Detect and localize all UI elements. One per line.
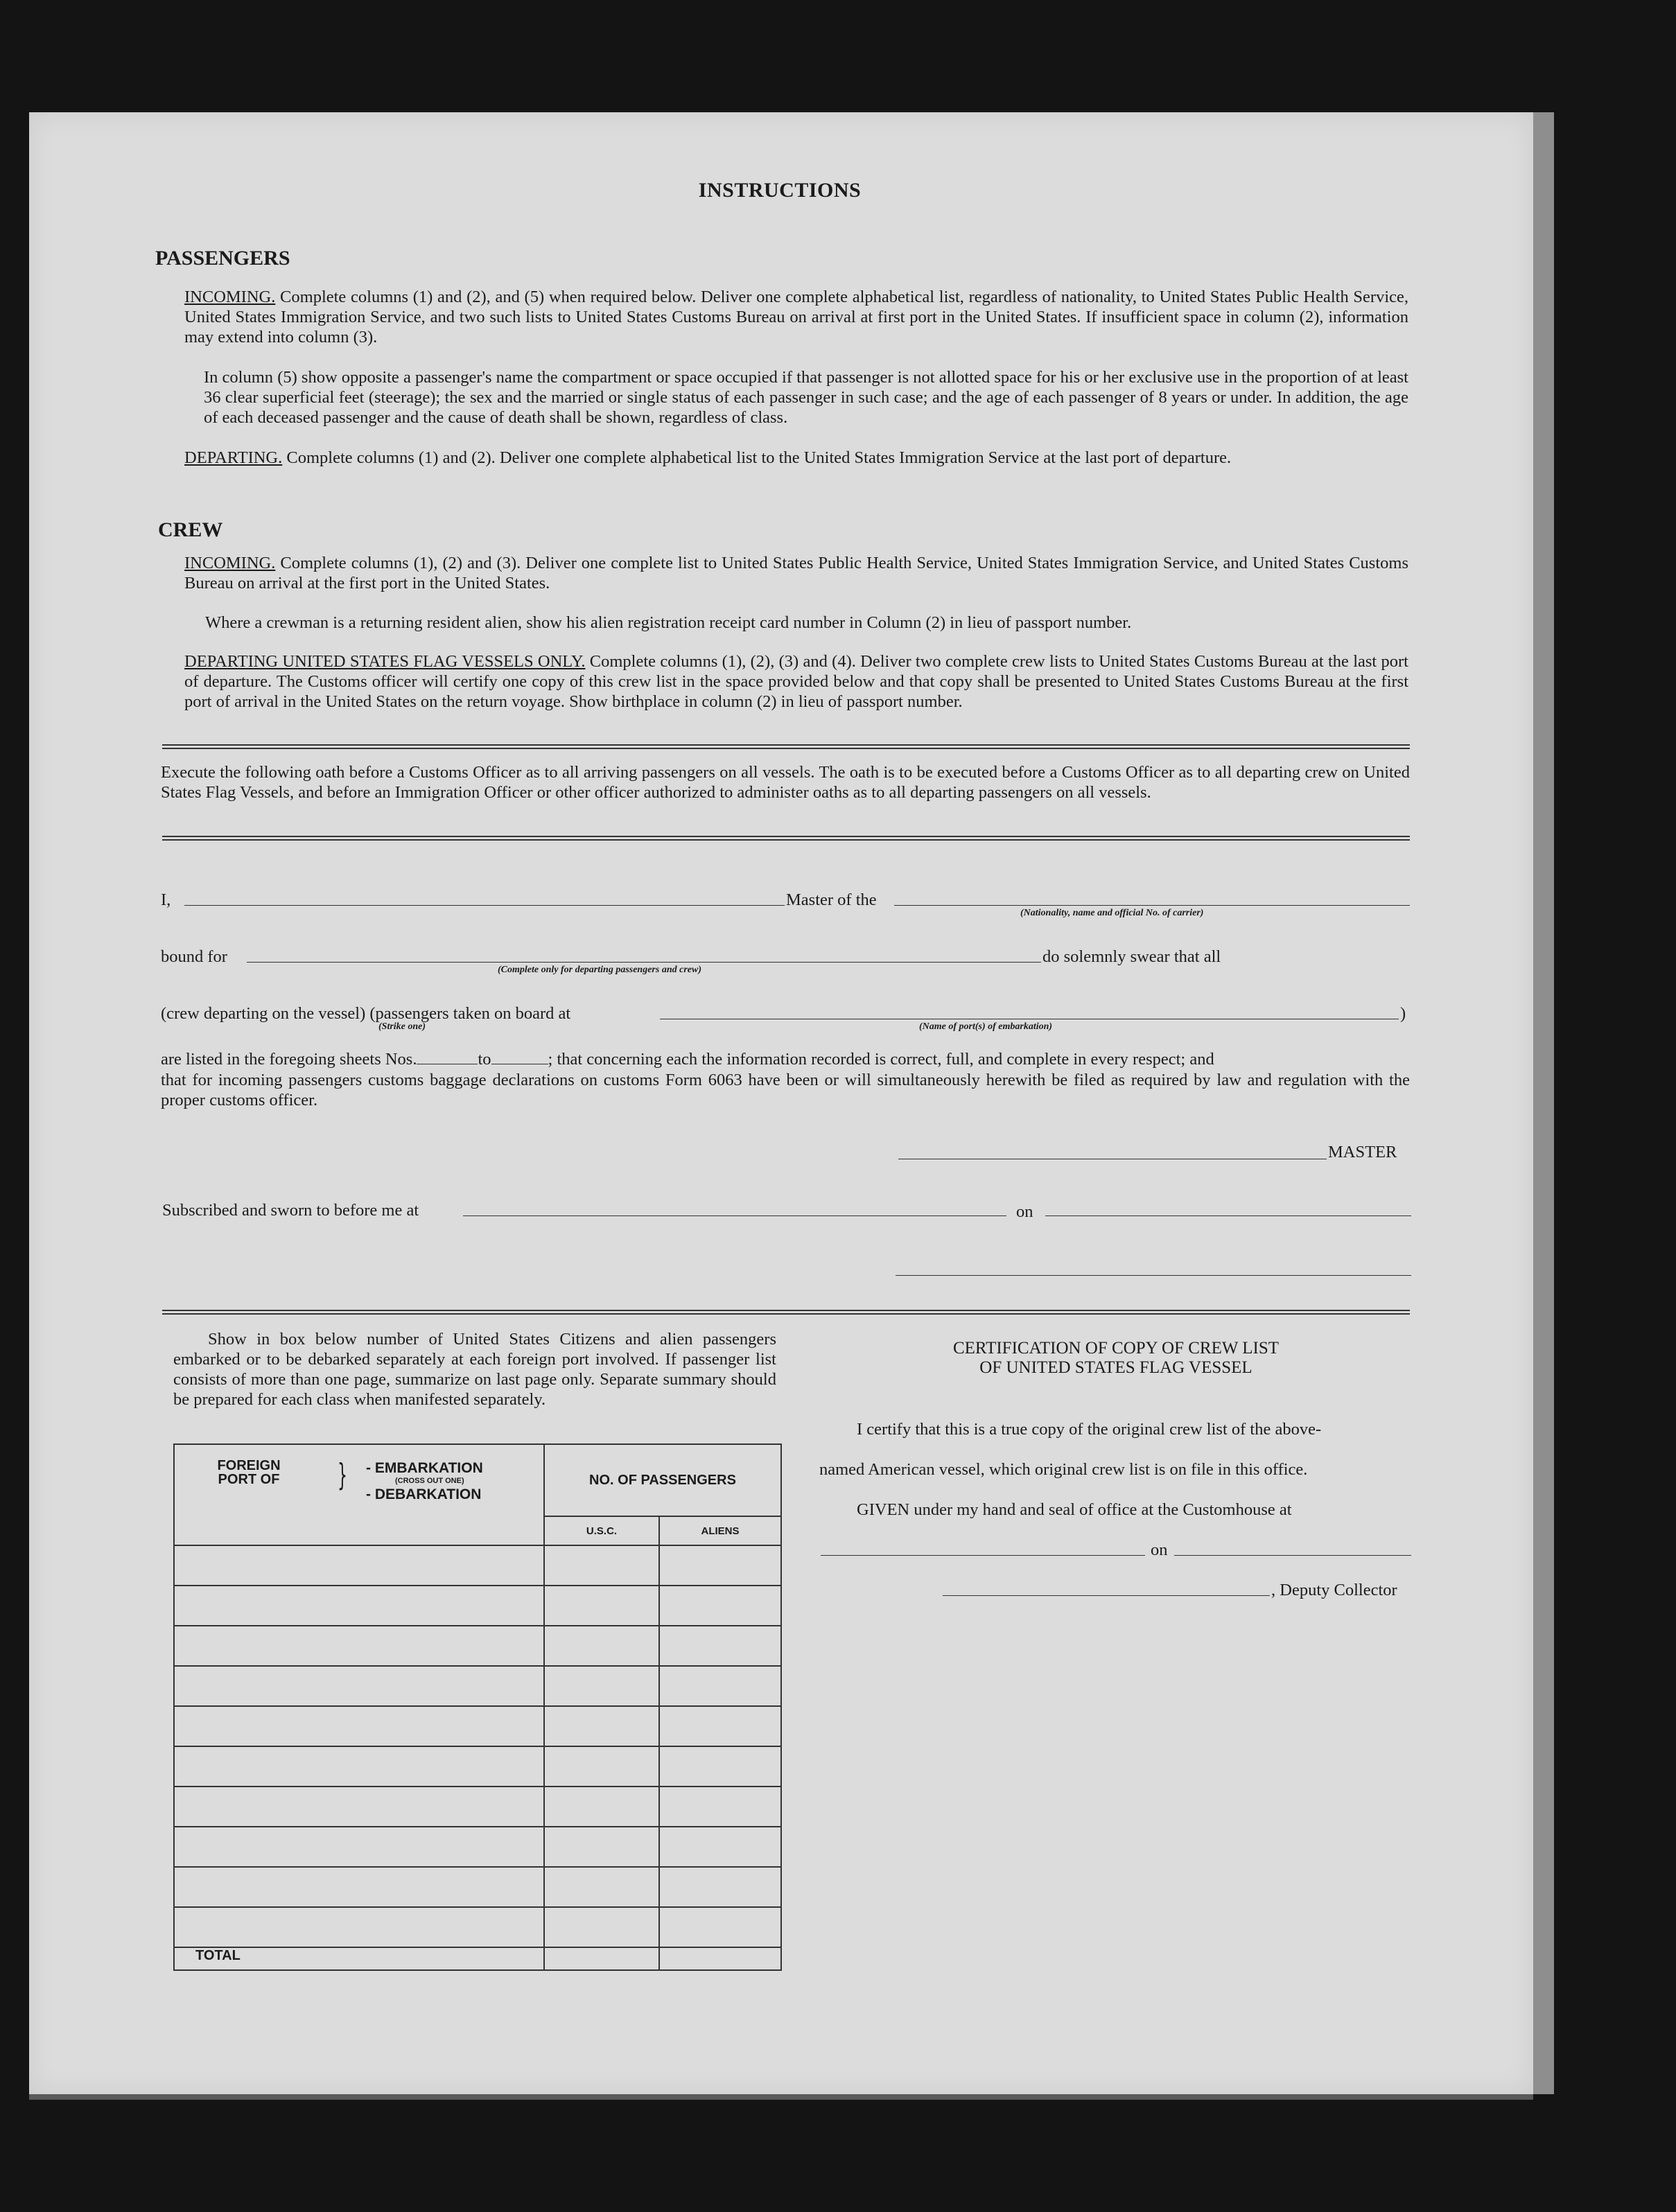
page-edge-bottom — [29, 2094, 1533, 2100]
page-title: INSTRUCTIONS — [698, 179, 862, 202]
usc-cell[interactable] — [544, 1907, 659, 1947]
subscribed-on-label: on — [1016, 1202, 1033, 1221]
oath-intro: Execute the following oath before a Customs Officer as to all arriving passengers on all vessels. The oath is to be executed before a Customs Officer as to all departing crew on United States Flag Vessels, and before an Immigration Officer or other officer authorized to administer oaths as to all departing passengers on all vessels. — [161, 763, 1410, 802]
port-cell[interactable] — [174, 1907, 544, 1947]
subscribed-label: Subscribed and sworn to before me at — [162, 1201, 419, 1220]
port-cell[interactable] — [174, 1545, 544, 1586]
usc-cell[interactable] — [544, 1626, 659, 1666]
carrier-line[interactable] — [894, 905, 1410, 906]
usc-cell[interactable] — [544, 1586, 659, 1626]
usc-header: U.S.C. — [544, 1516, 659, 1545]
table-row — [174, 1746, 781, 1787]
swear-label: do solemnly swear that all — [1042, 947, 1221, 966]
aliens-cell[interactable] — [659, 1706, 781, 1746]
double-rule — [162, 1310, 1410, 1315]
aliens-cell[interactable] — [659, 1586, 781, 1626]
usc-cell[interactable] — [544, 1787, 659, 1827]
aliens-cell[interactable] — [659, 1545, 781, 1586]
certification-date-line[interactable] — [1174, 1555, 1411, 1556]
crew-departing-paragraph — [184, 651, 1408, 712]
table-row — [174, 1706, 781, 1746]
crew-resident-paragraph: Where a crewman is a returning resident alien, show his alien registration receipt card number in Column (2) in lieu of passport number. — [205, 613, 1132, 632]
usc-cell[interactable] — [544, 1746, 659, 1787]
port-cell[interactable] — [174, 1827, 544, 1867]
table-row — [174, 1626, 781, 1666]
no-passengers-label: NO. OF PASSENGERS — [589, 1472, 736, 1488]
usc-cell[interactable] — [544, 1706, 659, 1746]
passengers-departing-paragraph — [184, 448, 1408, 468]
bound-for-line[interactable] — [247, 962, 1041, 963]
strike-caption: (Strike one) — [378, 1021, 426, 1032]
usc-total-cell[interactable] — [544, 1947, 659, 1970]
port-cell[interactable] — [174, 1626, 544, 1666]
crew-departing-label: (crew departing on the vessel) (passengers taken on board at — [161, 1004, 571, 1023]
close-paren: ) — [1400, 1004, 1406, 1023]
aliens-cell[interactable] — [659, 1666, 781, 1706]
certification-heading-line1: CERTIFICATION OF COPY OF CREW LIST — [952, 1339, 1280, 1358]
crew-incoming-paragraph — [184, 553, 1408, 593]
aliens-cell[interactable] — [659, 1827, 781, 1867]
master-of-label: Master of the — [786, 890, 877, 909]
passengers-incoming-paragraph — [184, 287, 1408, 347]
summary-intro: Show in box below number of United States Citizens and alien passengers embarked or to be debarked separately at each foreign port involved. If passenger list consists of more than one page, summarize on last page only. Separate summary should be prepared for each class when manifested separately. — [173, 1330, 776, 1409]
no-passengers-header — [544, 1444, 781, 1516]
aliens-cell[interactable] — [659, 1907, 781, 1947]
officer-signature-line[interactable] — [896, 1275, 1411, 1276]
port-cell[interactable] — [174, 1586, 544, 1626]
passengers-departing-label: DEPARTING. — [184, 448, 283, 467]
passenger-summary-table — [173, 1443, 782, 1971]
usc-cell[interactable] — [544, 1666, 659, 1706]
page-edge — [1533, 112, 1554, 2094]
certification-line2: named American vessel, which original crew list is on file in this office. — [819, 1460, 1308, 1479]
aliens-cell[interactable] — [659, 1867, 781, 1907]
crew-heading: CREW — [158, 518, 223, 541]
aliens-cell[interactable] — [659, 1787, 781, 1827]
listed-b-label: ; that concerning each the information recorded is correct, full, and complete in every respect; and — [548, 1050, 1214, 1069]
deputy-collector-label: , Deputy Collector — [1271, 1581, 1397, 1599]
subscribed-place-line[interactable] — [463, 1215, 1006, 1216]
cross-out-label: (CROSS OUT ONE) — [395, 1477, 464, 1485]
crew-incoming-text: Complete columns (1), (2) and (3). Deliver one complete list to United States Public Health Service, United States Immigration Service, and United States Customs Bureau on arrival at the first port in the United States. — [184, 554, 1408, 592]
passengers-incoming-label: INCOMING. — [184, 288, 276, 306]
bound-for-label: bound for — [161, 947, 227, 966]
listed-line-a — [161, 1049, 1214, 1069]
double-rule — [162, 836, 1410, 841]
passengers-column5-paragraph: In column (5) show opposite a passenger's name the compartment or space occupied if that passenger is not allotted space for his or her exclusive use in the proportion of at least 36 clear superficial feet (steerage); the sex and the married or single status of each passenger in such case; and the age of each passenger of 8 years or under. In addition, the age of each deceased passenger and the cause of death shall be shown, regardless of class. — [204, 368, 1408, 427]
total-row — [174, 1947, 781, 1970]
certification-line1: I certify that this is a true copy of the original crew list of the above- — [857, 1420, 1322, 1439]
usc-cell[interactable] — [544, 1827, 659, 1867]
aliens-cell[interactable] — [659, 1746, 781, 1787]
crew-incoming-label: INCOMING. — [184, 554, 276, 572]
table-row — [174, 1545, 781, 1586]
certification-heading-line2: OF UNITED STATES FLAG VESSEL — [979, 1358, 1252, 1377]
master-label: MASTER — [1328, 1143, 1397, 1161]
bound-for-caption: (Complete only for departing passengers and crew) — [498, 965, 701, 975]
crew-departing-text: Complete columns (1), (2), (3) and (4). Deliver two complete crew lists to United States Customs Bureau at the last port of departure. The Customs officer will certify one copy of this crew list in the space provided below and that copy shall be presented to United States Customs Bureau at the first port of arrival in the United States on the return voyage. Show birthplace in column (2) in lieu of passport number. — [184, 652, 1408, 711]
oath-i-label: I, — [161, 890, 171, 909]
aliens-cell[interactable] — [659, 1626, 781, 1666]
ports-caption: (Name of port(s) of embarkation) — [919, 1021, 1053, 1032]
port-cell[interactable] — [174, 1787, 544, 1827]
port-header-cell — [174, 1444, 544, 1545]
passengers-heading: PASSENGERS — [155, 247, 290, 270]
subscribed-date-line[interactable] — [1045, 1215, 1411, 1216]
aliens-header: ALIENS — [659, 1516, 781, 1545]
certification-heading — [832, 1339, 1400, 1378]
table-row — [174, 1787, 781, 1827]
listed-a-label: are listed in the foregoing sheets Nos. — [161, 1050, 417, 1069]
passengers-departing-text: Complete columns (1) and (2). Deliver one complete alphabetical list to the United States Immigration Service at the last port of departure. — [286, 448, 1232, 467]
crew-departing-label: DEPARTING UNITED STATES FLAG VESSELS ONLY. — [184, 652, 586, 671]
foreign-port-label: FOREIGN PORT OF — [217, 1458, 281, 1487]
table-row — [174, 1586, 781, 1626]
table-row — [174, 1867, 781, 1907]
table-header-row — [174, 1444, 781, 1516]
certification-given: GIVEN under my hand and seal of office at the Customhouse at — [857, 1500, 1292, 1519]
customhouse-line[interactable] — [821, 1555, 1145, 1556]
deputy-signature-line[interactable] — [943, 1595, 1270, 1596]
debarkation-label: - DEBARKATION — [366, 1486, 482, 1502]
total-label: TOTAL — [174, 1947, 544, 1970]
master-name-line[interactable] — [184, 905, 785, 906]
port-cell[interactable] — [174, 1666, 544, 1706]
listed-to-label: to — [478, 1050, 491, 1069]
embarkation-label: - EMBARKATION — [366, 1460, 483, 1476]
brace-glyph: } — [338, 1457, 347, 1493]
usc-cell[interactable] — [544, 1545, 659, 1586]
aliens-total-cell[interactable] — [659, 1947, 781, 1970]
passengers-incoming-text: Complete columns (1) and (2), and (5) when required below. Deliver one complete alphabetical list, regardless of nationality, to United States Public Health Service, United States Immigration Service, and two such lists to United States Customs Bureau on arrival at first port in the United States. If insufficient space in column (2), information may extend into column (3). — [184, 288, 1409, 346]
certification-on-label: on — [1151, 1540, 1168, 1559]
port-cell[interactable] — [174, 1706, 544, 1746]
nationality-caption: (Nationality, name and official No. of carrier) — [1020, 908, 1204, 918]
usc-cell[interactable] — [544, 1867, 659, 1907]
listed-line-c: that for incoming passengers customs baggage declarations on customs Form 6063 have been or will simultaneously herewith be filed as required by law and regulation with the proper customs officer. — [161, 1071, 1410, 1109]
table-row — [174, 1907, 781, 1947]
table-row — [174, 1827, 781, 1867]
double-rule — [162, 744, 1410, 749]
table-row — [174, 1666, 781, 1706]
port-cell[interactable] — [174, 1867, 544, 1907]
port-cell[interactable] — [174, 1746, 544, 1787]
